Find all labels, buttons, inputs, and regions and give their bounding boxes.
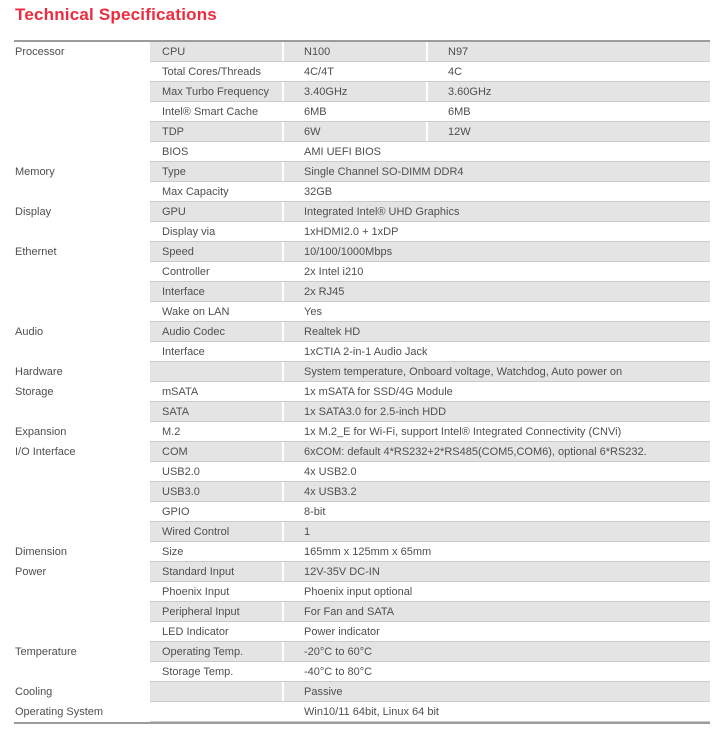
row-category: Power: [15, 566, 47, 578]
row-cells: [150, 302, 710, 322]
row-value-1: 4x USB2.0: [304, 465, 357, 478]
row-label: LED Indicator: [150, 622, 284, 641]
row-value-1: 12V-35V DC-IN: [284, 562, 710, 581]
row-category: Storage: [15, 386, 54, 398]
row-cells: [150, 82, 710, 102]
table-row: [14, 262, 710, 282]
row-label: SATA: [150, 402, 284, 421]
row-label: Type: [150, 162, 284, 181]
row-label: USB2.0: [150, 462, 284, 481]
row-value-1: 2x Intel i210: [304, 265, 364, 278]
row-value-2: 3.60GHz: [428, 82, 710, 101]
row-category: [14, 342, 150, 362]
row-value-1: 165mm x 125mm x 65mm: [304, 545, 432, 558]
row-value-1: 1x mSATA for SSD/4G Module: [304, 385, 453, 398]
row-category: [14, 602, 150, 622]
table-row: [14, 242, 710, 262]
row-category: Operating System: [15, 706, 104, 718]
row-value-1: Passive: [284, 682, 710, 701]
table-row: [14, 382, 710, 402]
row-value-1: 4x USB3.2: [284, 482, 710, 501]
row-value-1: 6W: [284, 122, 428, 141]
table-row: [14, 142, 710, 162]
page-title: Technical Specifications: [15, 5, 217, 24]
row-label: Controller: [150, 262, 284, 281]
row-value-1: System temperature, Onboard voltage, Watchdog, Auto power on: [284, 362, 710, 381]
table-row: [14, 642, 710, 662]
row-value-1: 6xCOM: default 4*RS232+2*RS485(COM5,COM6), optional 6*RS232.: [284, 442, 710, 461]
row-value-2: 4C: [448, 65, 463, 78]
row-cells: [150, 682, 710, 702]
table-row: [14, 62, 710, 82]
row-category: [14, 62, 150, 82]
row-label: Total Cores/Threads: [150, 62, 284, 81]
row-value-1: Yes: [304, 305, 322, 318]
row-value-1: 1x SATA3.0 for 2.5-inch HDD: [284, 402, 710, 421]
row-value-1: Single Channel SO-DIMM DDR4: [284, 162, 710, 181]
row-label: Display via: [150, 222, 284, 241]
row-value-1: 1xCTIA 2-in-1 Audio Jack: [304, 345, 428, 358]
row-value-1: 8-bit: [304, 505, 326, 518]
row-category: [14, 662, 150, 682]
row-value-1: Integrated Intel® UHD Graphics: [284, 202, 710, 221]
row-cells: [150, 62, 710, 82]
row-value-1: Power indicator: [304, 625, 380, 638]
row-label: Standard Input: [150, 562, 284, 581]
row-category: Hardware: [15, 366, 63, 378]
table-row: [14, 202, 710, 222]
row-label: TDP: [150, 122, 284, 141]
row-cells: [150, 262, 710, 282]
row-label: Interface: [150, 282, 284, 301]
table-row: [14, 602, 710, 622]
table-row: [14, 582, 710, 602]
table-row: [14, 102, 710, 122]
row-label: Audio Codec: [150, 322, 284, 341]
row-label: BIOS: [150, 142, 284, 161]
row-value-1: 1: [284, 522, 710, 541]
row-label: GPIO: [150, 502, 284, 521]
table-row: [14, 682, 710, 702]
row-category: [14, 182, 150, 202]
row-category: [14, 462, 150, 482]
row-label: Max Turbo Frequency: [150, 82, 284, 101]
row-category: Audio: [15, 326, 44, 338]
row-label: [150, 702, 284, 721]
row-value-1: 2x RJ45: [284, 282, 710, 301]
row-category: Temperature: [15, 646, 77, 658]
row-category: [14, 302, 150, 322]
row-cells: [150, 222, 710, 242]
row-category: Cooling: [15, 686, 53, 698]
row-value-1: 4C/4T: [284, 62, 428, 81]
row-cells: [150, 662, 710, 682]
table-row: [14, 282, 710, 302]
row-cells: [150, 122, 710, 142]
row-cells: [150, 562, 710, 582]
row-value-1: 10/100/1000Mbps: [284, 242, 710, 261]
row-label: GPU: [150, 202, 284, 221]
row-value-1: For Fan and SATA: [284, 602, 710, 621]
row-category: Expansion: [15, 426, 67, 438]
row-cells: [150, 402, 710, 422]
row-category: [14, 222, 150, 242]
row-label: mSATA: [150, 382, 284, 401]
row-label: USB3.0: [150, 482, 284, 501]
row-cells: [150, 442, 710, 462]
table-row: [14, 302, 710, 322]
table-row: [14, 42, 710, 62]
table-row: [14, 542, 710, 562]
row-cells: [150, 322, 710, 342]
spec-table: [14, 40, 710, 724]
row-label: COM: [150, 442, 284, 461]
row-cells: [150, 242, 710, 262]
row-cells: [150, 182, 710, 202]
row-value-2: N97: [428, 42, 710, 61]
table-row: [14, 522, 710, 542]
row-cells: [150, 342, 710, 362]
row-category: I/O Interface: [15, 446, 76, 458]
row-label: Operating Temp.: [150, 642, 284, 661]
row-label: Phoenix Input: [150, 582, 284, 601]
row-value-2: 6MB: [448, 105, 471, 118]
table-row: [14, 162, 710, 182]
row-cells: [150, 482, 710, 502]
row-label: [150, 362, 284, 381]
row-cells: [150, 162, 710, 182]
row-cells: [150, 462, 710, 482]
row-cells: [150, 582, 710, 602]
row-cells: [150, 42, 710, 62]
row-cells: [150, 502, 710, 522]
row-value-1: 1xHDMI2.0 + 1xDP: [304, 225, 399, 238]
row-value-1: Realtek HD: [284, 322, 710, 341]
table-row: [14, 562, 710, 582]
row-label: Max Capacity: [150, 182, 284, 201]
row-category: [14, 282, 150, 302]
table-row: [14, 322, 710, 342]
row-value-2: 12W: [428, 122, 710, 141]
table-row: [14, 362, 710, 382]
row-category: [14, 102, 150, 122]
row-value-1: Win10/11 64bit, Linux 64 bit: [304, 705, 439, 718]
row-label: Interface: [150, 342, 284, 361]
table-row: [14, 502, 710, 522]
row-label: Size: [150, 542, 284, 561]
row-category: Display: [15, 206, 52, 218]
row-category: [14, 622, 150, 642]
row-label: Wake on LAN: [150, 302, 284, 321]
table-row: [14, 702, 710, 722]
row-category: [14, 262, 150, 282]
row-cells: [150, 282, 710, 302]
row-cells: [150, 622, 710, 642]
row-category: [14, 502, 150, 522]
table-row: [14, 662, 710, 682]
table-row: [14, 442, 710, 462]
row-value-1: 6MB: [284, 102, 428, 121]
table-row: [14, 82, 710, 102]
row-label: CPU: [150, 42, 284, 61]
table-row: [14, 402, 710, 422]
row-value-1: -40°C to 80°C: [304, 665, 373, 678]
row-cells: [150, 602, 710, 622]
row-value-1: 32GB: [304, 185, 333, 198]
row-cells: [150, 362, 710, 382]
row-category: Ethernet: [15, 246, 57, 258]
row-label: Peripheral Input: [150, 602, 284, 621]
row-category: [14, 142, 150, 162]
row-category: [14, 122, 150, 142]
row-cells: [150, 422, 710, 442]
table-row: [14, 342, 710, 362]
table-row: [14, 182, 710, 202]
row-category: Memory: [15, 166, 55, 178]
row-category: [14, 402, 150, 422]
row-category: [14, 482, 150, 502]
row-value-1: Phoenix input optional: [304, 585, 413, 598]
row-category: Dimension: [15, 546, 67, 558]
table-row: [14, 482, 710, 502]
row-cells: [150, 202, 710, 222]
row-cells: [150, 522, 710, 542]
row-cells: [150, 702, 710, 722]
row-value-1: AMI UEFI BIOS: [304, 145, 382, 158]
row-label: Intel® Smart Cache: [150, 102, 284, 121]
row-label: [150, 682, 284, 701]
row-label: Wired Control: [150, 522, 284, 541]
row-category: Processor: [15, 46, 65, 58]
row-label: Storage Temp.: [150, 662, 284, 681]
row-category: [14, 582, 150, 602]
row-value-1: 3.40GHz: [284, 82, 428, 101]
row-cells: [150, 642, 710, 662]
row-cells: [150, 382, 710, 402]
table-row: [14, 422, 710, 442]
row-cells: [150, 542, 710, 562]
row-value-1: -20°C to 60°C: [284, 642, 710, 661]
row-label: Speed: [150, 242, 284, 261]
row-value-1: N100: [284, 42, 428, 61]
row-value-1: 1x M.2_E for Wi-Fi, support Intel® Integrated Connectivity (CNVi): [304, 425, 622, 438]
row-cells: [150, 142, 710, 162]
row-category: [14, 82, 150, 102]
row-label: M.2: [150, 422, 284, 441]
row-category: [14, 522, 150, 542]
table-row: [14, 462, 710, 482]
table-row: [14, 122, 710, 142]
row-cells: [150, 102, 710, 122]
table-row: [14, 622, 710, 642]
table-row: [14, 222, 710, 242]
